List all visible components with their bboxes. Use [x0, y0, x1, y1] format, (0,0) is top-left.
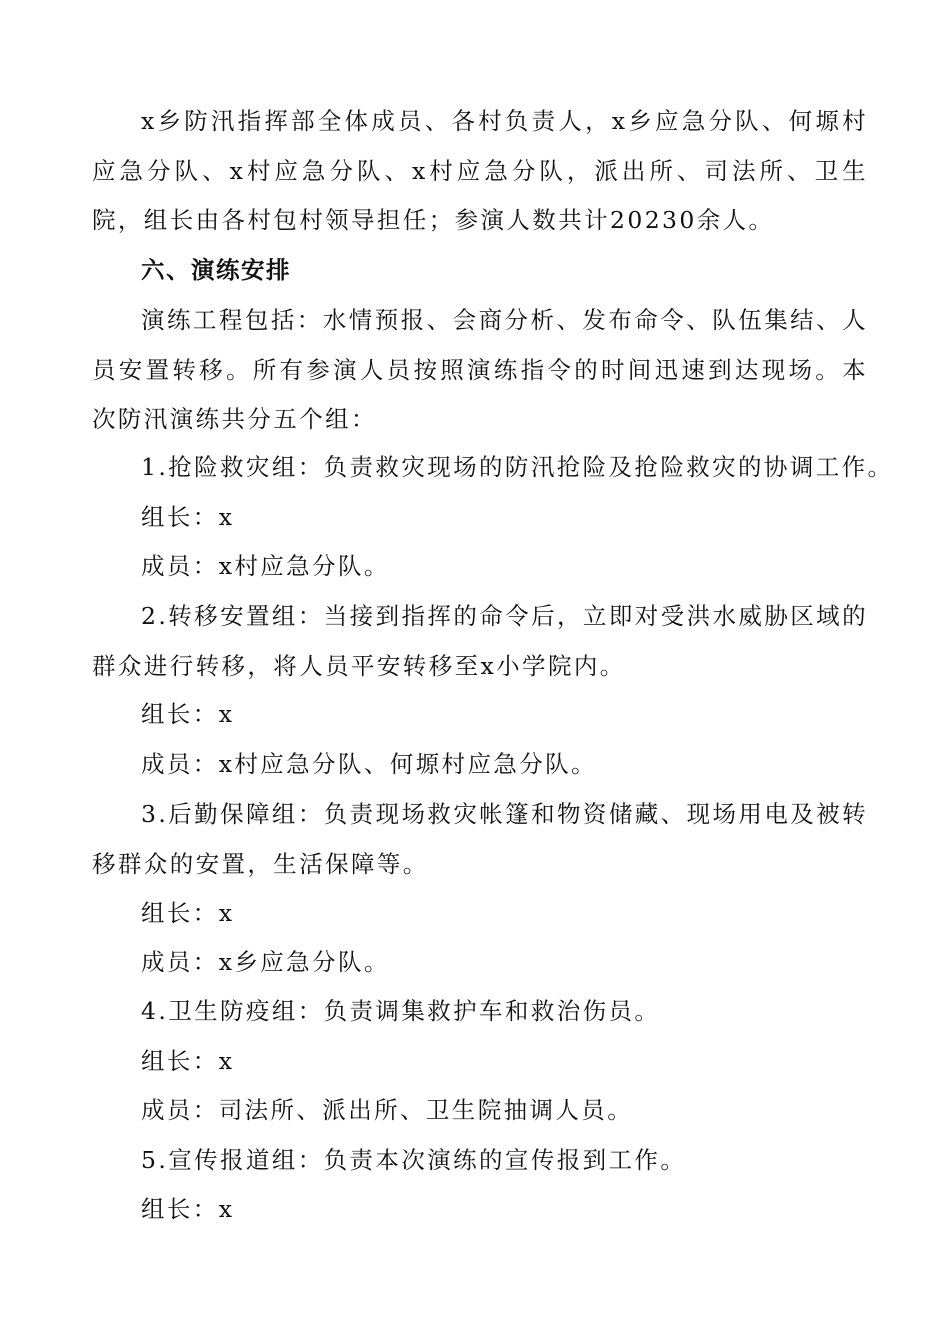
- paragraph-participants: x乡防汛指挥部全体成员、各村负责人，x乡应急分队、何塬村应急分队、x村应急分队、x村应急分队，派出所、司法所、卫生院，组长由各村包村领导担任；参演人数共计20230余人。: [92, 107, 868, 234]
- group-4-description: 4.卫生防疫组：负责调集救护车和救治伤员。: [141, 997, 661, 1025]
- group-4-leader: 组长：x: [141, 1047, 235, 1075]
- group-4-members: 成员：司法所、派出所、卫生院抽调人员。: [141, 1096, 634, 1124]
- group-5-description: 5.宣传报道组：负责本次演练的宣传报到工作。: [141, 1146, 687, 1174]
- group-5-leader: 组长：x: [141, 1195, 235, 1223]
- paragraph-drill-items: 演练工程包括：水情预报、会商分析、发布命令、队伍集结、人员安置转移。所有参演人员按照演练指令的时间迅速到达现场。本次防汛演练共分五个组：: [92, 306, 868, 433]
- group-3-description: 3.后勤保障组：负责现场救灾帐篷和物资储藏、现场用电及被转移群众的安置，生活保障等。: [92, 800, 868, 878]
- group-2-leader: 组长：x: [141, 700, 235, 728]
- group-3-leader: 组长：x: [141, 899, 235, 927]
- group-2-description: 2.转移安置组：当接到指挥的命令后，立即对受洪水威胁区域的群众进行转移，将人员平安转移至x小学院内。: [92, 602, 868, 680]
- section-heading-drill-arrangement: 六、演练安排: [141, 256, 291, 284]
- group-1-members: 成员：x村应急分队。: [141, 552, 390, 580]
- group-2-members: 成员：x村应急分队、何塬村应急分队。: [141, 750, 597, 778]
- group-1-description: 1.抢险救灾组：负责救灾现场的防汛抢险及抢险救灾的协调工作。: [141, 453, 894, 481]
- group-3-members: 成员：x乡应急分队。: [141, 948, 390, 976]
- group-1-leader: 组长：x: [141, 503, 235, 531]
